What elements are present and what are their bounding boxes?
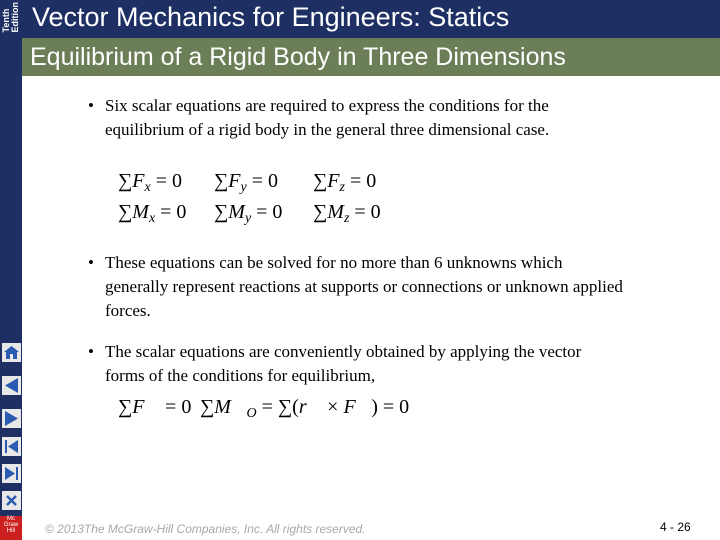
subtitle-bar — [22, 38, 720, 76]
bullet-text: The scalar equations are conveniently obtained by applying the vector forms of the conditions for equilibrium, — [105, 342, 582, 385]
equation-sum-f-vector: ∑F⃗ = 0 — [118, 396, 192, 418]
home-icon[interactable] — [2, 343, 21, 362]
equation-sum-mo-vector: $\sum M⃗_O$ = ∑(r⃗ × F⃗) = 0 — [200, 396, 410, 421]
page-title: Vector Mechanics for Engineers: Statics — [32, 2, 510, 32]
equation-sum-mz: $\sum M_z = 0$ — [313, 201, 381, 226]
bullet-text: These equations can be solved for no more than 6 unknowns which generally represent reactions at supports or connections or unknown applied forces. — [105, 253, 623, 320]
first-icon[interactable] — [2, 437, 21, 456]
equation-sum-fx: $\sum F_x = 0$ — [118, 170, 182, 195]
copyright-text: © 2013The McGraw-Hill Companies, Inc. All rights reserved. — [45, 522, 366, 536]
last-icon[interactable] — [2, 464, 21, 483]
edition-badge — [0, 0, 22, 40]
equation-sum-mx: $\sum M_x = 0$ — [118, 201, 187, 226]
title-bar — [22, 0, 720, 38]
exit-icon[interactable] — [2, 491, 21, 510]
bullet-text: Six scalar equations are required to express the conditions for the equilibrium of a rigid body in the general three dimensional case. — [105, 96, 550, 139]
equation-sum-fz: $\sum F_z = 0$ — [313, 170, 377, 195]
publisher-logo: Mc Graw Hill — [0, 516, 22, 540]
bullet-dot: • — [88, 96, 94, 115]
page-subtitle: Equilibrium of a Rigid Body in Three Dimensions — [30, 43, 566, 71]
next-icon[interactable] — [2, 409, 21, 428]
sidebar — [0, 0, 22, 540]
bullet-dot: • — [88, 253, 94, 272]
equation-sum-my: $\sum M_y = 0$ — [214, 201, 283, 226]
bullet-dot: • — [88, 342, 94, 361]
previous-icon[interactable] — [2, 376, 21, 395]
equation-sum-fy: $\sum F_y = 0$ — [214, 170, 278, 195]
page-number: 4 - 26 — [660, 520, 691, 534]
edition-label: Tenth Edition — [1, 2, 20, 33]
